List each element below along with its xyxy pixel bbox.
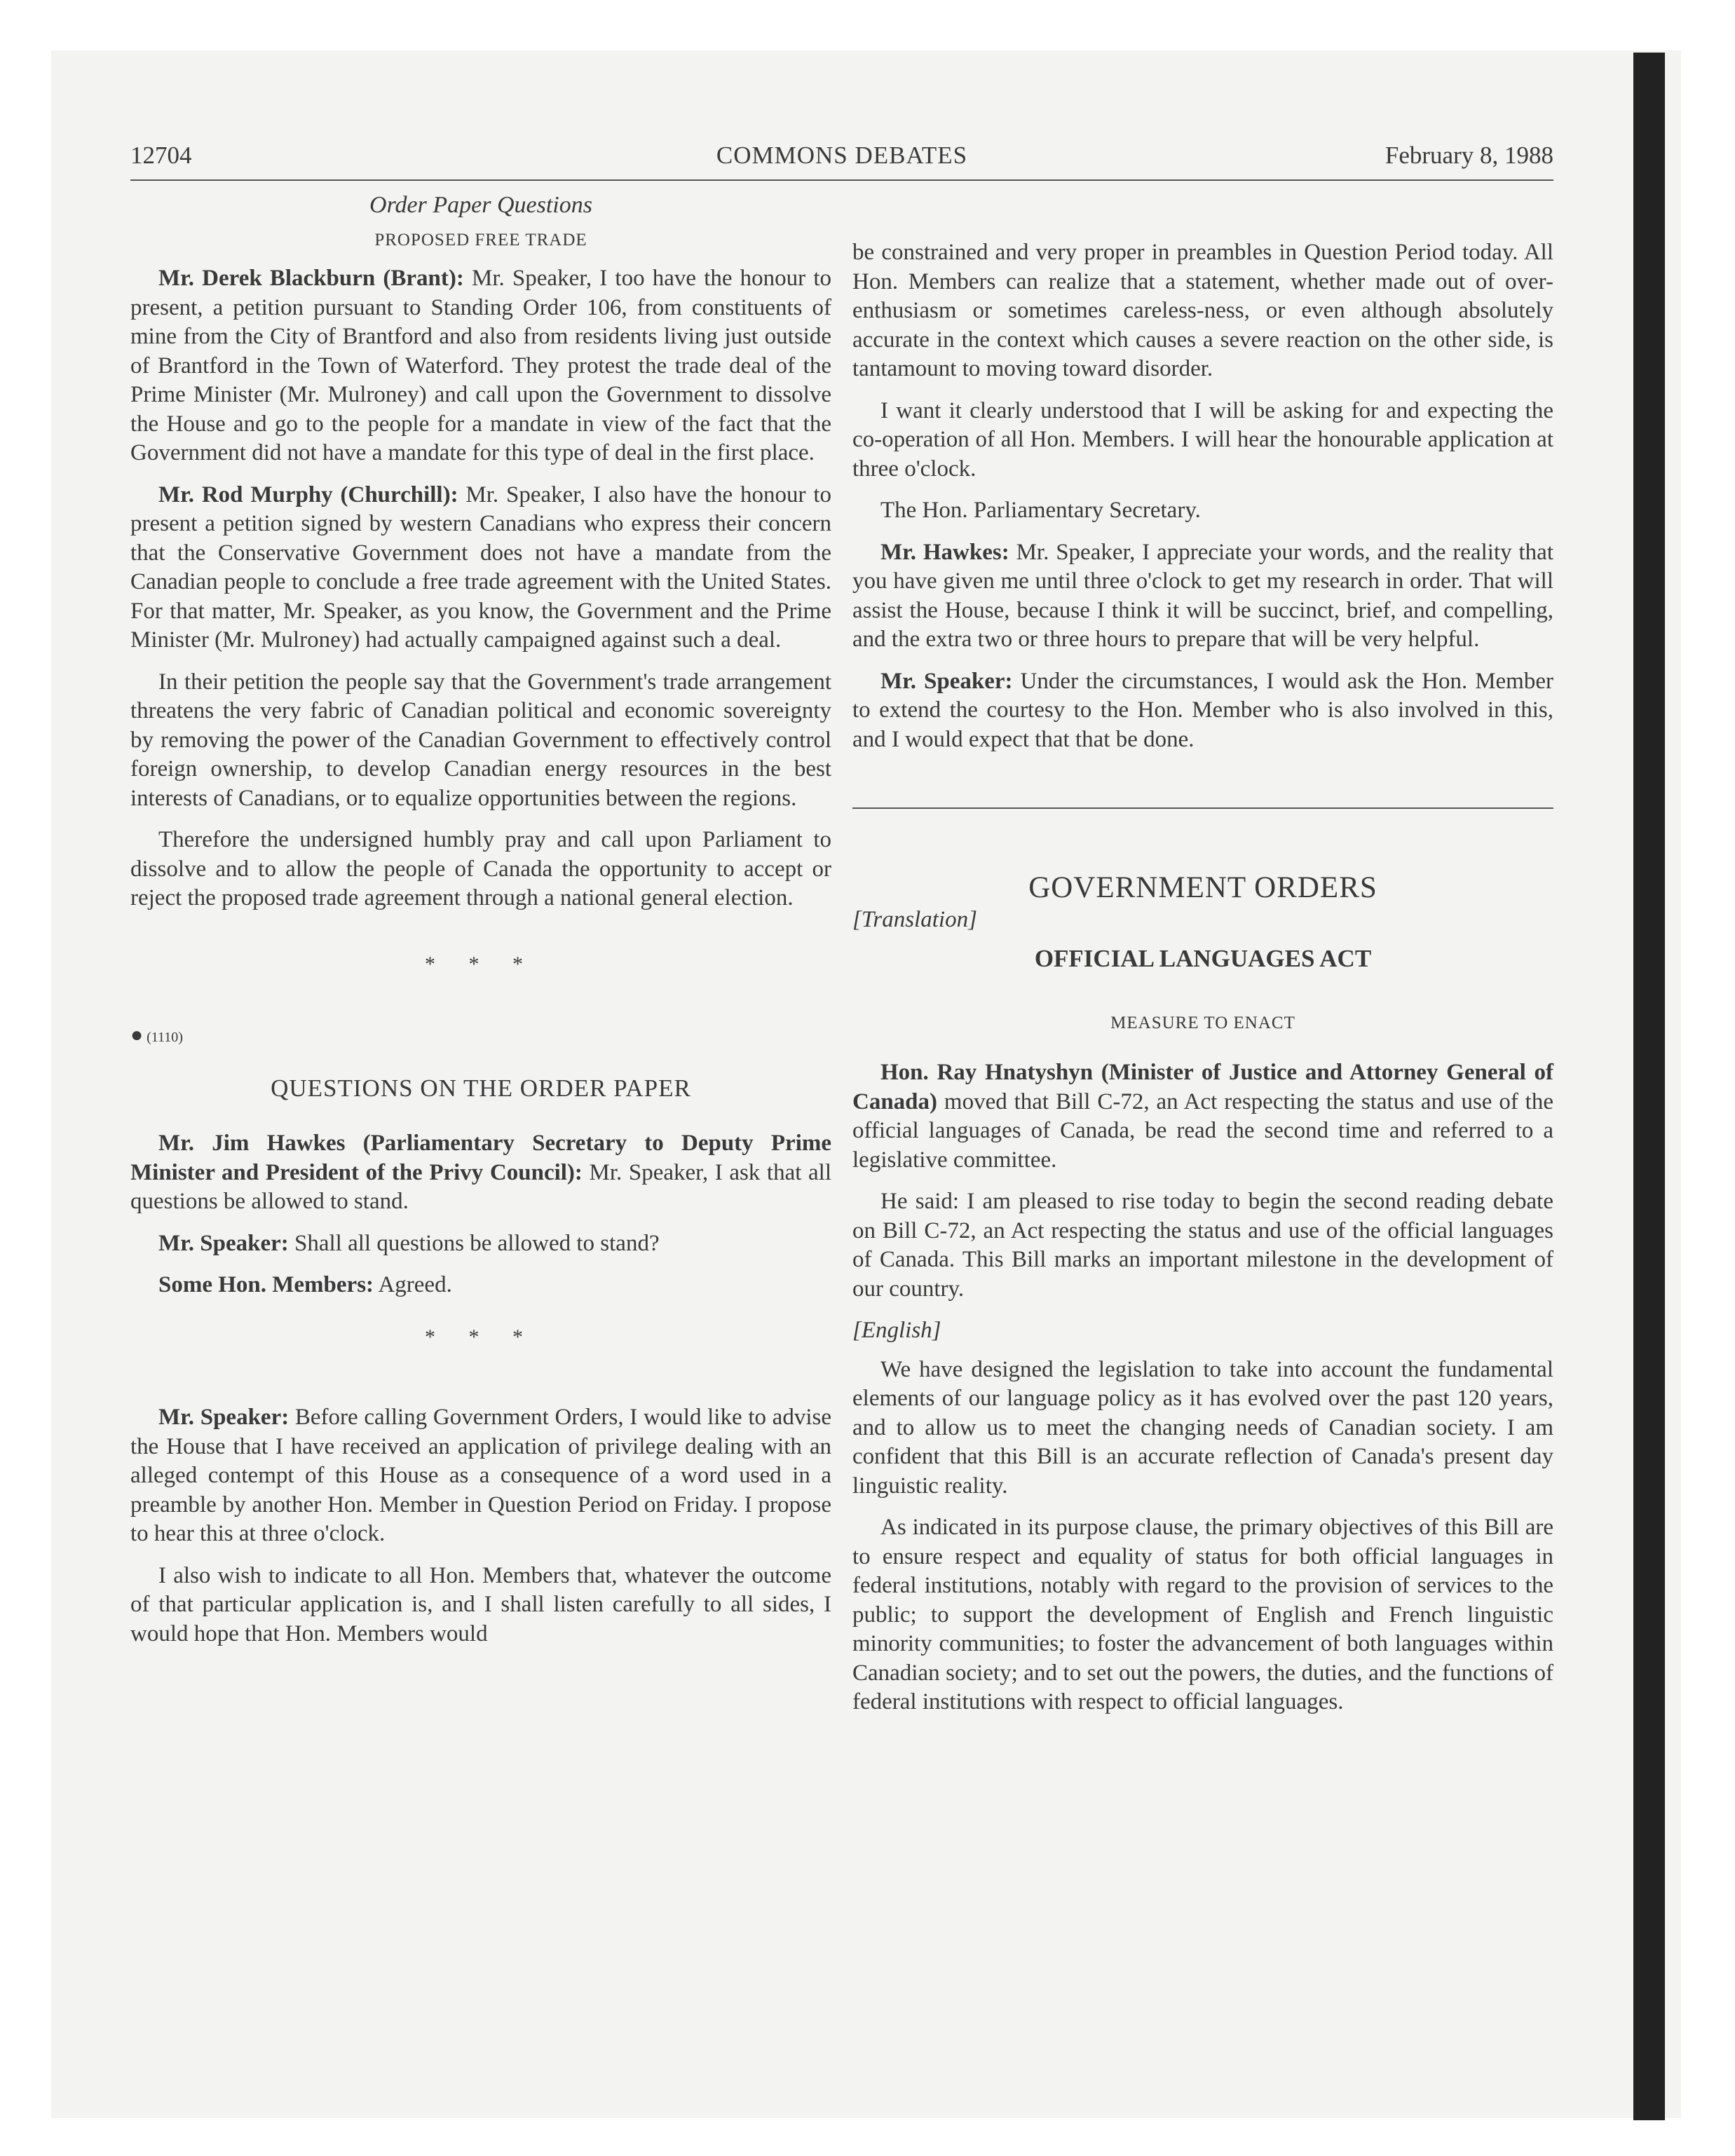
- paragraph: He said: I am pleased to rise today to begin the second reading debate on Bill C-72, an Act respecting the status and use of the official languages of Canada. This Bill marks an important milestone in the development of our country.: [852, 1189, 1553, 1302]
- speaker-name: Mr. Derek Blackburn (Brant):: [158, 266, 464, 291]
- paragraph: The Hon. Parliamentary Secretary.: [880, 498, 1201, 523]
- paragraph: [852, 538, 1553, 655]
- paragraph: As indicated in its purpose clause, the primary objectives of this Bill are to ensure respect and equality of status for both official languages in federal institutions, notably with regard to the provision of services to the public; to support the development of English and French linguistic minority communities; to foster the advancement of both languages within Canadian society; and to set out the powers, the duties, and the functions of federal institutions with respect to official languages.: [852, 1515, 1553, 1714]
- speech-text: Shall all questions be allowed to stand?: [288, 1230, 660, 1256]
- speech-text: Mr. Speaker, I ask that all questions be allowed to stand.: [130, 1159, 831, 1214]
- speech-text: Agreed.: [374, 1272, 452, 1297]
- speech-text: moved that Bill C-72, an Act respecting the status and use of the official languages of Canada, be read the second time and referred to a legislative committee.: [852, 1089, 1553, 1173]
- speaker-name: Mr. Hawkes:: [880, 539, 1009, 565]
- paragraph: I also wish to indicate to all Hon. Members that, whatever the outcome of that particular application is, and I shall listen carefully to all sides, I would hope that Hon. Members would: [130, 1562, 831, 1646]
- speech-text: Mr. Speaker, I too have the honour to present, a petition pursuant to Standing Order 106, from constituents of mine from the City of Brantford and also from residents living just outside of Brantford in the Town of Waterford. They protest the trade deal of the Prime Minister (Mr. Mulroney) and call upon the Government to dissolve the House and go to the people for a mandate in view of the fact that the Government did not have a mandate for this type of deal in the first place.: [130, 266, 831, 465]
- paragraph: [130, 1271, 831, 1300]
- scan-edge: [1633, 53, 1665, 2120]
- bullet-icon: ●: [130, 1023, 144, 1046]
- paragraph: [130, 264, 831, 468]
- time-marker: [130, 1021, 831, 1053]
- speaker-name: Mr. Speaker:: [880, 668, 1013, 694]
- speech-text: Before calling Government Orders, I would like to advise the House that I have received an application of privilege dealing with an alleged contempt of this House as a consequence of a word used in a preamble by another Hon. Member in Question Period on Friday. I propose to hear this at three o'clock.: [130, 1405, 831, 1546]
- section-rule: [852, 807, 1553, 809]
- english-tag: [English]: [852, 1318, 941, 1343]
- subheading: PROPOSED FREE TRADE: [374, 230, 587, 250]
- speaker-name: Hon. Ray Hnatyshyn (Minister of Justice and Attorney General of Canada): [852, 1060, 1553, 1114]
- speech-text: Under the circumstances, I would ask the Hon. Member to extend the courtesy to the Hon. Member who is also involved in this, and I would expect that that be done.: [852, 668, 1553, 752]
- speaker-name: Some Hon. Members:: [158, 1272, 374, 1297]
- paragraph: I want it clearly understood that I will be asking for and expecting the co-operation of all Hon. Members. I will hear the honourable application at three o'clock.: [852, 397, 1553, 482]
- right-column: [852, 238, 1553, 1730]
- speaker-name: Mr. Rod Murphy (Churchill):: [158, 482, 458, 507]
- publication-date: February 8, 1988: [1384, 142, 1553, 169]
- questions-heading: QUESTIONS ON THE ORDER PAPER: [271, 1074, 691, 1102]
- paragraph: In their petition the people say that the Government's trade arrangement threatens the very fabric of Canadian political and economic sovereignty by removing the power of the Canadian Government to effectively control foreign ownership, to develop Canadian energy resources in the best interests of Canadians, or to equalize opportunities between the regions.: [130, 669, 831, 811]
- paragraph: Therefore the undersigned humbly pray and call upon Parliament to dissolve and to allow the people of Canada the opportunity to accept or reject the proposed trade agreement through a national general election.: [130, 827, 831, 910]
- publication-title: COMMONS DEBATES: [716, 142, 968, 169]
- page-header: [130, 142, 1553, 181]
- speech-text: Mr. Speaker, I appreciate your words, and the reality that you have given me until three o'clock to get my research in order. That will assist the House, because I think it will be succinct, brief, and compelling, and the extra two or three hours to prepare that will be very helpful.: [852, 539, 1553, 652]
- speech-text: Mr. Speaker, I also have the honour to present a petition signed by western Canadians who express their concern that the Conservative Government does not have a mandate from the Canadian people to conclude a free trade agreement with the United States. For that matter, Mr. Speaker, as you know, the Government and the Prime Minister (Mr. Mulroney) had actually campaigned against such a deal.: [130, 482, 831, 653]
- time-marker-text: (1110): [147, 1030, 183, 1045]
- paragraph: We have designed the legislation to take into account the fundamental elements of our language policy as it has evolved over the past 120 years, and to allow us to meet the changing needs of Canadian society. I am confident that this Bill is an accurate reflection of Canada's present day linguistic reality.: [852, 1356, 1553, 1499]
- paragraph: [130, 1403, 831, 1549]
- speaker-name: Mr. Speaker:: [158, 1230, 289, 1256]
- paragraph: [130, 1129, 831, 1217]
- section-separator: * * *: [425, 952, 537, 976]
- speaker-name: Mr. Speaker:: [158, 1405, 290, 1430]
- paragraph: be constrained and very proper in preambles in Question Period today. All Hon. Members can realize that a statement, whether made out of over-enthusiasm or sometimes careless-ness, or even although absolutely accurate in the context which causes a severe reaction on the other side, is tantamount to moving toward disorder.: [852, 240, 1553, 381]
- section-separator: * * *: [425, 1325, 537, 1349]
- translation-tag: [Translation]: [852, 906, 977, 932]
- paragraph: [130, 481, 831, 655]
- left-column: [130, 191, 831, 1661]
- government-orders-heading: GOVERNMENT ORDERS: [1028, 871, 1377, 904]
- page-number: 12704: [130, 142, 192, 169]
- speaker-name: Mr. Jim Hawkes (Parliamentary Secretary to Deputy Prime Minister and President of the Privy Council):: [130, 1131, 831, 1185]
- paragraph: [852, 1058, 1553, 1175]
- paragraph: [130, 1229, 831, 1259]
- act-heading: OFFICIAL LANGUAGES ACT: [1034, 945, 1372, 972]
- measure-heading: MEASURE TO ENACT: [1110, 1013, 1295, 1032]
- section-heading: Order Paper Questions: [369, 192, 592, 218]
- paragraph: [852, 667, 1553, 755]
